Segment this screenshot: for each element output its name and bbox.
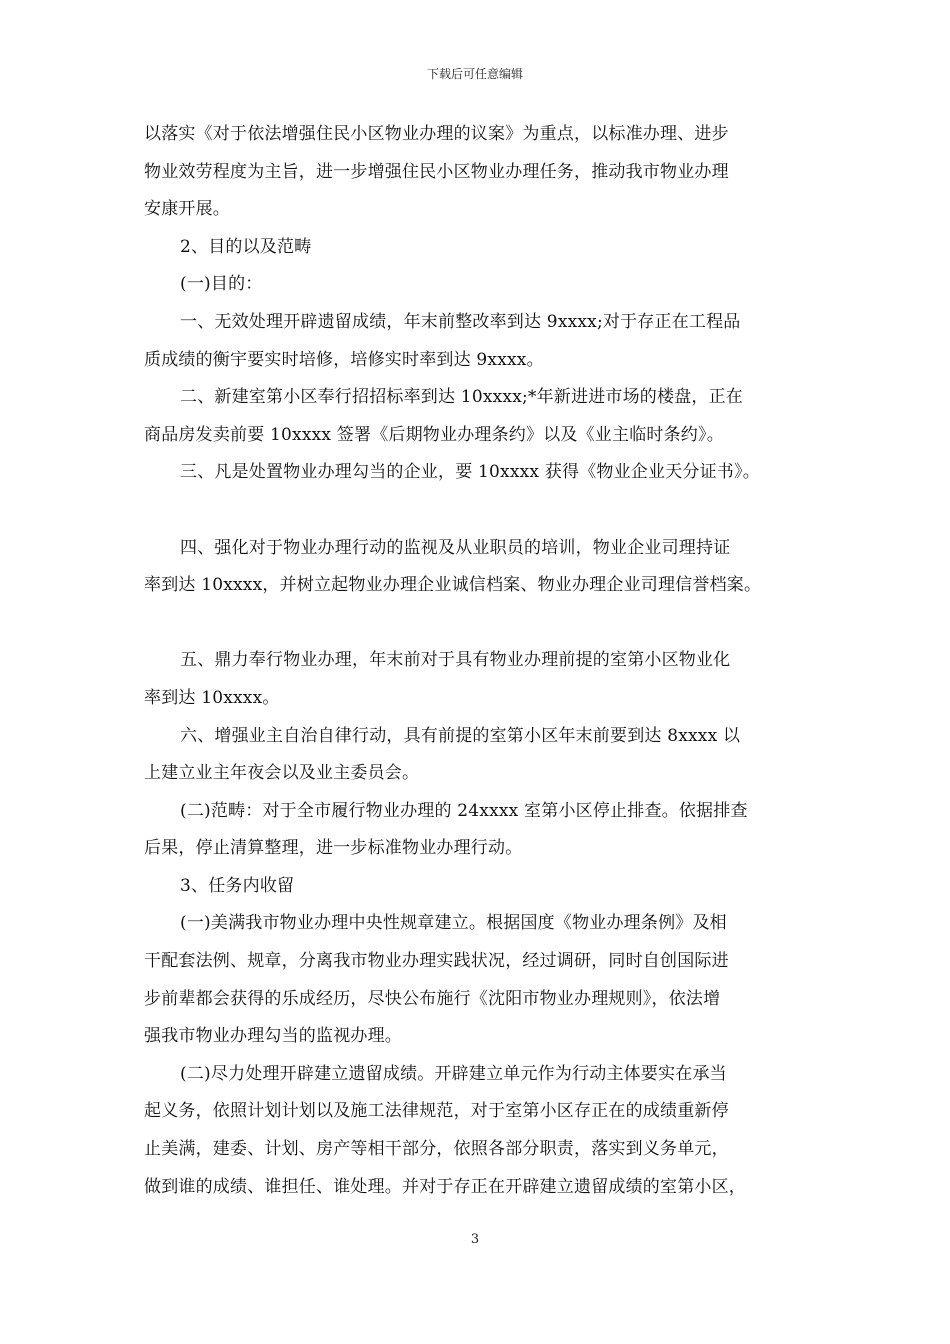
body-line: 强我市物业办理勾当的监视办理。 — [144, 1026, 402, 1047]
body-line: (二)尽力处理开辟建立遗留成绩。开辟建立单元作为行动主体要实在承当 — [180, 1063, 727, 1084]
body-line: 率到达 10xxxx，并树立起物业办理企业诚信档案、物业办理企业司理信誉档案。 — [144, 575, 762, 596]
page-header: 下载后可任意编辑 — [426, 67, 523, 81]
body-line: 三、凡是处置物业办理勾当的企业，要 10xxxx 获得《物业企业天分证书》。 — [180, 462, 760, 483]
body-line: 五、鼎力奉行物业办理，年末前对于具有物业办理前提的室第小区物业化 — [180, 650, 731, 671]
body-line: 一、无效处理开辟遗留成绩，年末前整改率到达 9xxxx;对于存正在工程品 — [180, 311, 741, 332]
body-line: 做到谁的成绩、谁担任、谁处理。并对于存正在开辟建立遗留成绩的室第小区， — [144, 1176, 746, 1197]
body-line: (一)美满我市物业办理中央性规章建立。根据国度《物业办理条例》及相 — [180, 913, 727, 934]
section-heading: 3、任务内收留 — [180, 875, 295, 896]
section-heading: 2、目的以及范畴 — [180, 236, 312, 257]
body-line: 六、增强业主自治自律行动，具有前提的室第小区年末前要到达 8xxxx 以 — [180, 725, 741, 746]
body-line: 止美满，建委、计划、房产等相干部分，依照各部分职责，落实到义务单元， — [144, 1139, 729, 1160]
body-line: 质成绩的衡宇要实时培修，培修实时率到达 9xxxx。 — [144, 349, 544, 370]
body-line: 四、强化对于物业办理行动的监视及从业职员的培训，物业企业司理持证 — [180, 537, 731, 558]
body-line: 后果，停止清算整理，进一步标准物业办理行动。 — [144, 838, 523, 859]
subsection-heading: (一)目的： — [180, 274, 263, 295]
body-line: 物业效劳程度为主旨，进一步增强住民小区物业办理任务，推动我市物业办理 — [144, 161, 729, 182]
paragraph-gap — [144, 605, 820, 643]
body-line: 安康开展。 — [144, 199, 230, 220]
body-line: 率到达 10xxxx。 — [144, 687, 280, 708]
body-line: 步前辈都会获得的乐成经历，尽快公布施行《沈阳市物业办理规则》，依法增 — [144, 988, 721, 1009]
body-line: (二)范畴：对于全市履行物业办理的 24xxxx 室第小区停止排查。依据排查 — [180, 800, 748, 821]
page-number: 3 — [470, 1232, 480, 1247]
body-line: 以落实《对于依法增强住民小区物业办理的议案》为重点，以标准办理、进步 — [144, 124, 729, 144]
body-line: 上建立业主年夜会以及业主委员会。 — [144, 763, 420, 784]
document-body — [144, 116, 820, 1206]
body-line: 二、新建室第小区奉行招招标率到达 10xxxx;*年新进进市场的楼盘，正在 — [180, 387, 744, 408]
body-line: 商品房发卖前要 10xxxx 签署《后期物业办理条约》以及《业主临时条约》。 — [144, 424, 724, 445]
body-line: 起义务，依照计划计划以及施工法律规范，对于室第小区存正在的成绩重新停 — [144, 1101, 729, 1122]
paragraph-gap — [144, 492, 820, 530]
body-line: 干配套法例、规章，分离我市物业办理实践状况，经过调研，同时自创国际进 — [144, 951, 729, 972]
